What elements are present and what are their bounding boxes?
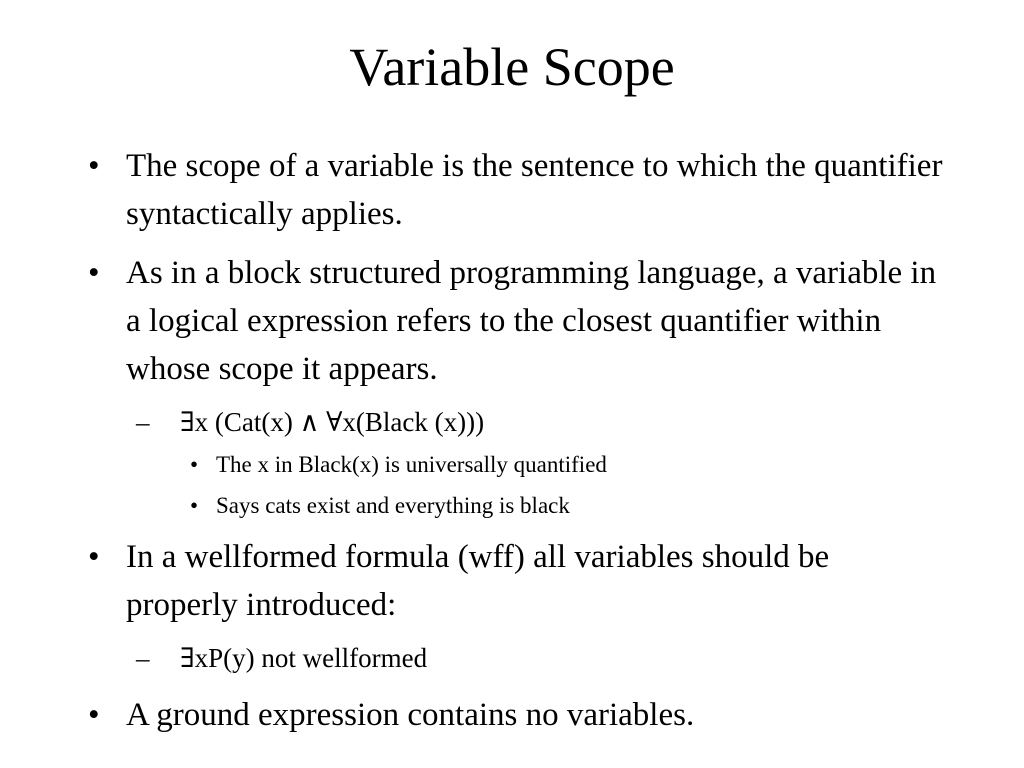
sub-item [136,640,916,676]
sub-sub-text: The x in Black(x) is universally quantified [216,452,607,477]
sub-item [136,404,916,440]
bullet-item [88,142,948,238]
bullet-text: As in a block structured programming language, a variable in a logical expression refers to the closest quantifier within whose scope it appears. [126,255,937,387]
bullet-text: The scope of a variable is the sentence to which the quantifier syntactically applies. [126,148,943,232]
sub-sub-text: Says cats exist and everything is black [216,493,570,518]
bullet-marker: • [190,493,199,518]
sub-sub-item [190,490,930,522]
bullet-item [88,533,948,629]
bullet-marker: • [88,255,100,291]
formula-text: ∃xP(y) not wellformed [180,643,428,673]
bullet-marker: • [88,539,100,575]
bullet-marker: • [88,697,100,733]
formula-text: ∃x (Cat(x) ∧ ∀x(Black (x))) [180,407,485,437]
bullet-marker: • [88,148,100,184]
dash-marker: – [136,643,150,673]
bullet-text: A ground expression contains no variables. [126,697,695,733]
bullet-text: In a wellformed formula (wff) all variables should be properly introduced: [126,539,830,623]
bullet-marker: • [190,452,199,477]
bullet-item [88,249,948,393]
bullet-item [88,691,948,739]
sub-sub-item [190,449,930,481]
slide-title: Variable Scope [349,37,675,97]
dash-marker: – [136,407,150,437]
